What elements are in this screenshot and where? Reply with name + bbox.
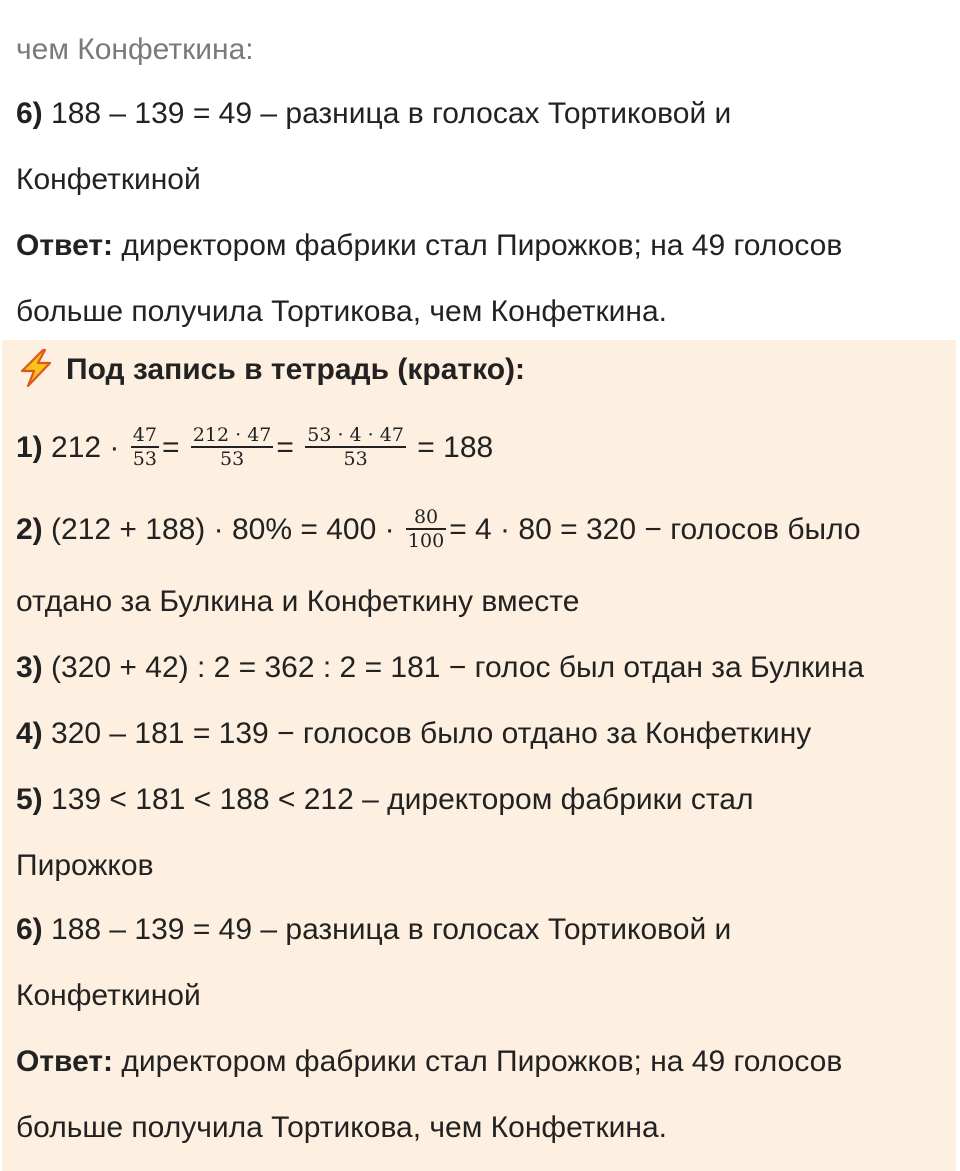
step-3-line <box>16 648 950 688</box>
step-text: 212 · <box>42 430 120 464</box>
fraction-denominator: 53 <box>343 448 368 470</box>
answer-line <box>16 226 950 266</box>
step-text: (212 + 188) · 80% = 400 · <box>42 512 395 546</box>
step-1-line <box>16 426 950 472</box>
step-text: = 4 · 80 = 320 − голосов было <box>449 512 861 546</box>
fraction <box>131 424 159 470</box>
fraction-numerator: 53 · 4 · 47 <box>307 424 404 446</box>
step-6-continuation <box>16 160 950 200</box>
fraction <box>305 424 406 470</box>
step-number: 5) <box>16 783 43 816</box>
heading-text: Под запись в тетрадь (кратко): <box>66 353 526 386</box>
continuation-line <box>16 30 950 70</box>
step-number: 6) <box>16 97 43 130</box>
notebook-heading <box>16 350 950 391</box>
step-number: 1) <box>16 430 43 464</box>
answer-line <box>16 1042 950 1082</box>
equals-sign: = <box>276 430 294 464</box>
step-text: (320 + 42) : 2 = 362 : 2 = 181 − голос был отдан за Булкина <box>42 651 865 684</box>
step-6-line <box>16 94 950 134</box>
step-number: 6) <box>16 913 43 946</box>
step-2-continuation <box>16 582 950 622</box>
step-text: отдано за Булкина и Конфеткину вместе <box>16 585 580 618</box>
fraction-numerator: 80 <box>406 506 446 530</box>
step-text: 188 – 139 = 49 – разница в голосах Тортиковой и <box>42 97 732 130</box>
step-4-line <box>16 714 950 754</box>
fraction-denominator: 53 <box>132 448 157 470</box>
step-text: 188 – 139 = 49 – разница в голосах Тортиковой и <box>42 913 732 946</box>
step-text: Пирожков <box>16 849 154 882</box>
step-text: Конфеткиной <box>16 163 201 196</box>
step-5-line <box>16 780 950 820</box>
continuation-text: чем Конфеткина: <box>16 33 254 66</box>
answer-label: Ответ: <box>16 229 114 262</box>
answer-continuation <box>16 292 950 332</box>
step-text: 139 < 181 < 188 < 212 – директором фабрики стал <box>42 783 754 816</box>
step-6-line <box>16 910 950 950</box>
fraction-numerator: 212 · 47 <box>192 424 272 446</box>
step-text: 320 – 181 = 139 − голосов было отдано за Конфеткину <box>42 717 812 750</box>
step-number: 4) <box>16 717 43 750</box>
step-6-continuation <box>16 976 950 1016</box>
answer-text: директором фабрики стал Пирожков; на 49 голосов <box>113 1045 843 1078</box>
fraction <box>406 506 446 552</box>
answer-continuation <box>16 1108 950 1148</box>
answer-label: Ответ: <box>16 1045 114 1078</box>
fraction-numerator: 47 <box>132 424 157 446</box>
step-result: = 188 <box>417 430 494 464</box>
answer-text: больше получила Тортикова, чем Конфеткина. <box>16 295 667 328</box>
fraction <box>191 424 274 470</box>
answer-text: директором фабрики стал Пирожков; на 49 голосов <box>113 229 843 262</box>
step-2-line <box>16 508 950 554</box>
fraction-denominator: 100 <box>407 530 445 552</box>
step-5-continuation <box>16 846 950 886</box>
step-number: 3) <box>16 651 43 684</box>
lightning-icon <box>16 348 56 388</box>
answer-text: больше получила Тортикова, чем Конфеткина. <box>16 1111 667 1144</box>
equals-sign: = <box>161 430 180 464</box>
step-number: 2) <box>16 512 43 546</box>
step-text: Конфеткиной <box>16 979 201 1012</box>
fraction-denominator: 53 <box>220 448 245 470</box>
